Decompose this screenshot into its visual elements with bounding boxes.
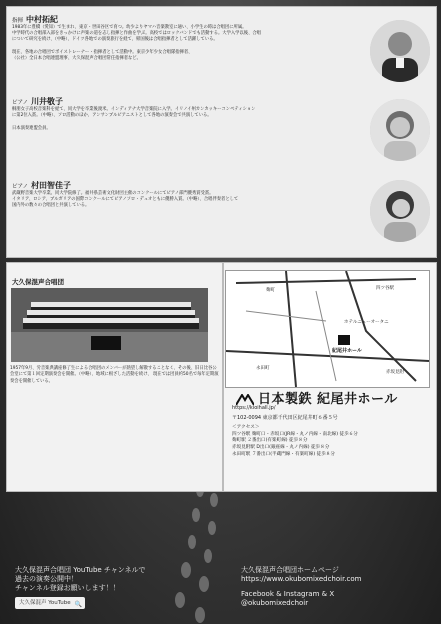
youtube-line-3: チャンネル登録お願いします！！ [15, 584, 120, 592]
youtube-line-2: 過去の演奏公開中！ [15, 575, 78, 583]
homepage-url[interactable]: https://www.okubomixedchoir.com [241, 575, 362, 583]
homepage-label: 大久保混声合唱団ホームページ [241, 566, 339, 574]
sns-handle[interactable]: @okubomixedchoir [241, 599, 309, 607]
performer-2-role: ピアノ [12, 100, 29, 106]
venue-access-lines: 四ツ谷駅 麹町口・赤坂口(JR線・丸ノ内線・南北線) 徒歩６分 麹町駅 ２番出口(有楽町線) 徒歩８分 赤坂見附駅 D出口(銀座線・丸ノ内線) 徒歩８分 永田町駅 ７番出口(半蔵門線・有楽町線) 徒歩８分 [232, 431, 358, 457]
map-label-hotel: ホテルニューオータニ [344, 320, 389, 325]
sns-label: Facebook & Instagram & X [241, 590, 335, 598]
map-label-nagatacho: 永田町 [256, 366, 270, 371]
performer-3-heading [12, 180, 71, 191]
performer-1-photo [370, 20, 430, 82]
map-label-kojimachi: 麹町 [266, 288, 275, 293]
venue-name: 日本製鉄 紀尾井ホール [258, 392, 398, 407]
venue-address: 〒102-0094 東京都千代田区紀尾井町６番５号 [232, 415, 338, 421]
youtube-line-1: 大久保混声合唱団 YouTube チャンネルで [15, 566, 146, 574]
choir-description: 1957年9月、労音楽典講座修了生による合唱団のメンバーが熱望し解散することなく、その後、旧日比谷公会堂にて第１回定期演奏会を開催。（中略）、地域に根ざした活動を続け、 現在では団員約50名で毎年定期演奏会を開催している。 [10, 366, 219, 384]
performer-1-role: 指揮 [12, 18, 24, 24]
venue-access [232, 425, 358, 459]
search-icon: 🔍 [74, 601, 82, 608]
sns-info [241, 590, 334, 608]
performer-1-bio: 1983年に豊橋（愛知）で生まれ、東京・世田谷区で育つ。幼少よりヤマハ音楽教室に通い、小学生の時は合唱団に所属。 中学時代の合唱部入部をきっかけに声楽の道を志し指揮と作曲を学ぶ。高校ではロックバンドでも活動する。大学入学以後、合唱 について研究を続け、（中略）、ドイツ各地での演奏旅行を経て、帰国後は合唱指揮者として活躍している。 現在、各地の合唱団でボイストレーナー・指揮者として活動中。東京少年少女合唱隊指揮者、 （公社）全日本合唱連盟理事、大久保混声合唱団常任指揮者など。 [12, 25, 261, 62]
youtube-promo [15, 566, 146, 593]
performer-2-photo [370, 99, 430, 161]
performer-3-photo [370, 180, 430, 242]
venue-logo-icon [236, 394, 254, 406]
performer-2-heading [12, 96, 63, 107]
performer-3-name: 村田智佳子 [31, 181, 72, 190]
youtube-search-box[interactable] [15, 597, 85, 609]
venue-url[interactable]: https://kioihall.jp/ [232, 405, 276, 411]
performer-1-name: 中村拓紀 [26, 15, 59, 24]
performer-1-heading [12, 14, 58, 25]
homepage-info [241, 566, 362, 584]
performer-3-role: ピアノ [12, 184, 29, 190]
choir-photo [11, 288, 208, 362]
map-label-yotsuya: 四ツ谷駅 [376, 286, 394, 291]
performer-3-bio: 武蔵野音楽大学卒業。同大学院修了。福井県芸術文化財団主催のコンクールにてピアノ部門優秀賞受賞。 イタリア、ロシア、ブルガリアの国際コンクールにてピアノソロ・デュオともに優勝入賞。（中略）、合唱伴奏者として 国内外の数々の合唱団と共演している。 [12, 191, 239, 209]
map-label-akasaka: 赤坂見附 [386, 370, 404, 375]
performer-2-bio: 桐朋女子高校音楽科を経て、同大学を卒業後渡米。インディアナ大学音楽院に入学。イリノイ州カンカッキーコンペティション に第2位入賞。（中略）、ソロ活動のほか、アンサンブルピアニストとして各地の演奏会で共演している。 日本演奏連盟会員。 [12, 107, 256, 131]
choir-title: 大久保混声合唱団 [12, 278, 64, 286]
venue-map [225, 270, 430, 388]
youtube-search-text: 大久保混声 YouTube [19, 600, 71, 606]
performer-2-name: 川井敬子 [31, 97, 64, 106]
venue-access-title: ＜アクセス＞ [232, 425, 260, 430]
map-label-hall: 紀尾井ホール [332, 348, 362, 354]
